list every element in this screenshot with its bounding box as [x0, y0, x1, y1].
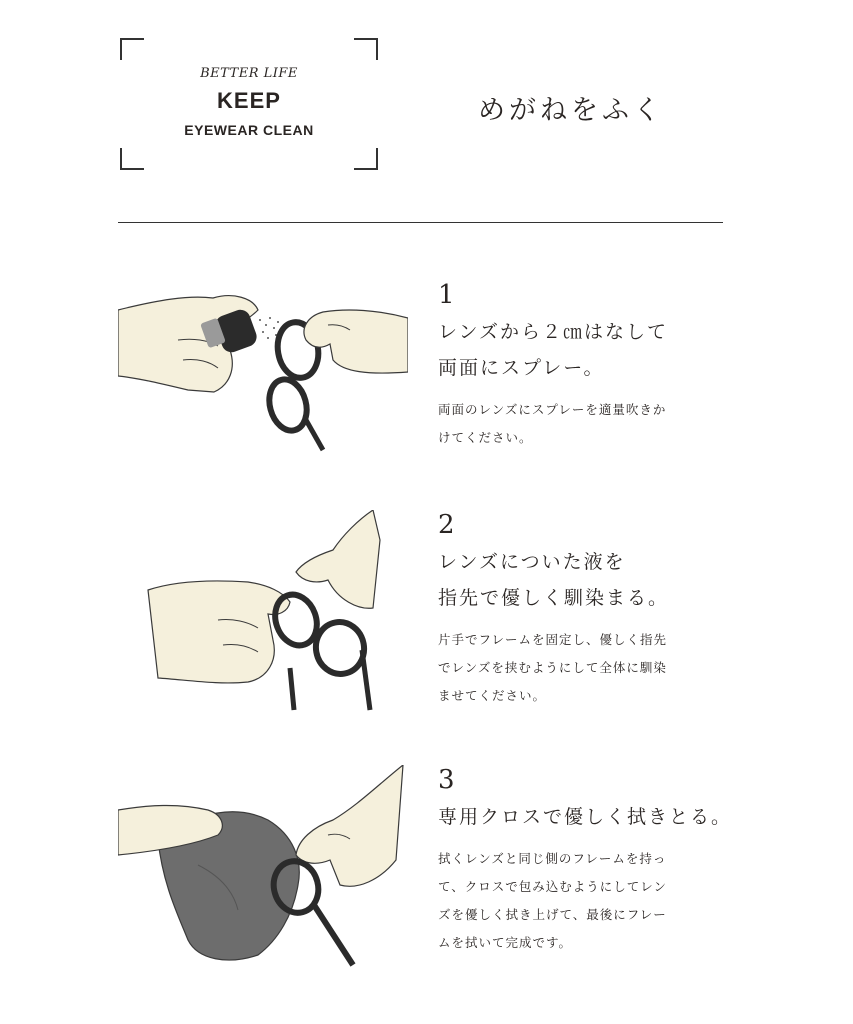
brand-tagline: BETTER LIFE	[200, 66, 298, 81]
step-description-line: 片手でフレームを固定し、優しく指先	[438, 632, 668, 647]
header-divider	[118, 222, 723, 223]
rub-lens-illustration	[118, 510, 408, 715]
wipe-lens-illustration	[118, 765, 408, 970]
step-heading-line: レンズから２㎝はなして	[438, 321, 668, 343]
step-2-text	[438, 510, 738, 710]
step-number: 2	[438, 510, 455, 540]
step-description-line: ませてください。	[438, 688, 547, 703]
step-heading-line: 専用クロスで優しく拭きとる。	[438, 806, 733, 828]
brand-frame	[120, 38, 378, 170]
step-description-line: けてください。	[438, 430, 533, 445]
brand-subtitle: EYEWEAR CLEAN	[184, 122, 314, 138]
step-heading-line: 両面にスプレー。	[438, 357, 605, 379]
step-number: 3	[438, 765, 455, 795]
page-title: めがねをふく	[478, 95, 664, 126]
frame-corner-bottom-left	[120, 148, 144, 170]
step-heading-line: レンズについた液を	[438, 551, 626, 573]
step-heading-line: 指先で優しく馴染まる。	[438, 587, 670, 609]
step-description	[438, 845, 738, 957]
step-description-line: 両面のレンズにスプレーを適量吹きか	[438, 402, 667, 417]
step-number: 1	[438, 280, 455, 310]
step-description	[438, 626, 738, 710]
step-description-line: でレンズを挟むようにして全体に馴染	[438, 660, 667, 675]
brand-name: KEEP	[217, 88, 281, 113]
step-description-line: て、クロスで包み込むようにしてレン	[438, 879, 667, 894]
step-description	[438, 396, 738, 452]
step-1-text	[438, 280, 738, 452]
frame-corner-bottom-right	[354, 148, 378, 170]
frame-corner-top-right	[354, 38, 378, 60]
step-description-line: 拭くレンズと同じ側のフレームを持っ	[438, 851, 667, 866]
step-description-line: ズを優しく拭き上げて、最後にフレー	[438, 907, 667, 922]
frame-corner-top-left	[120, 38, 144, 60]
step-3-text	[438, 765, 738, 957]
step-description-line: ムを拭いて完成です。	[438, 935, 573, 950]
spray-lens-illustration	[118, 280, 408, 485]
